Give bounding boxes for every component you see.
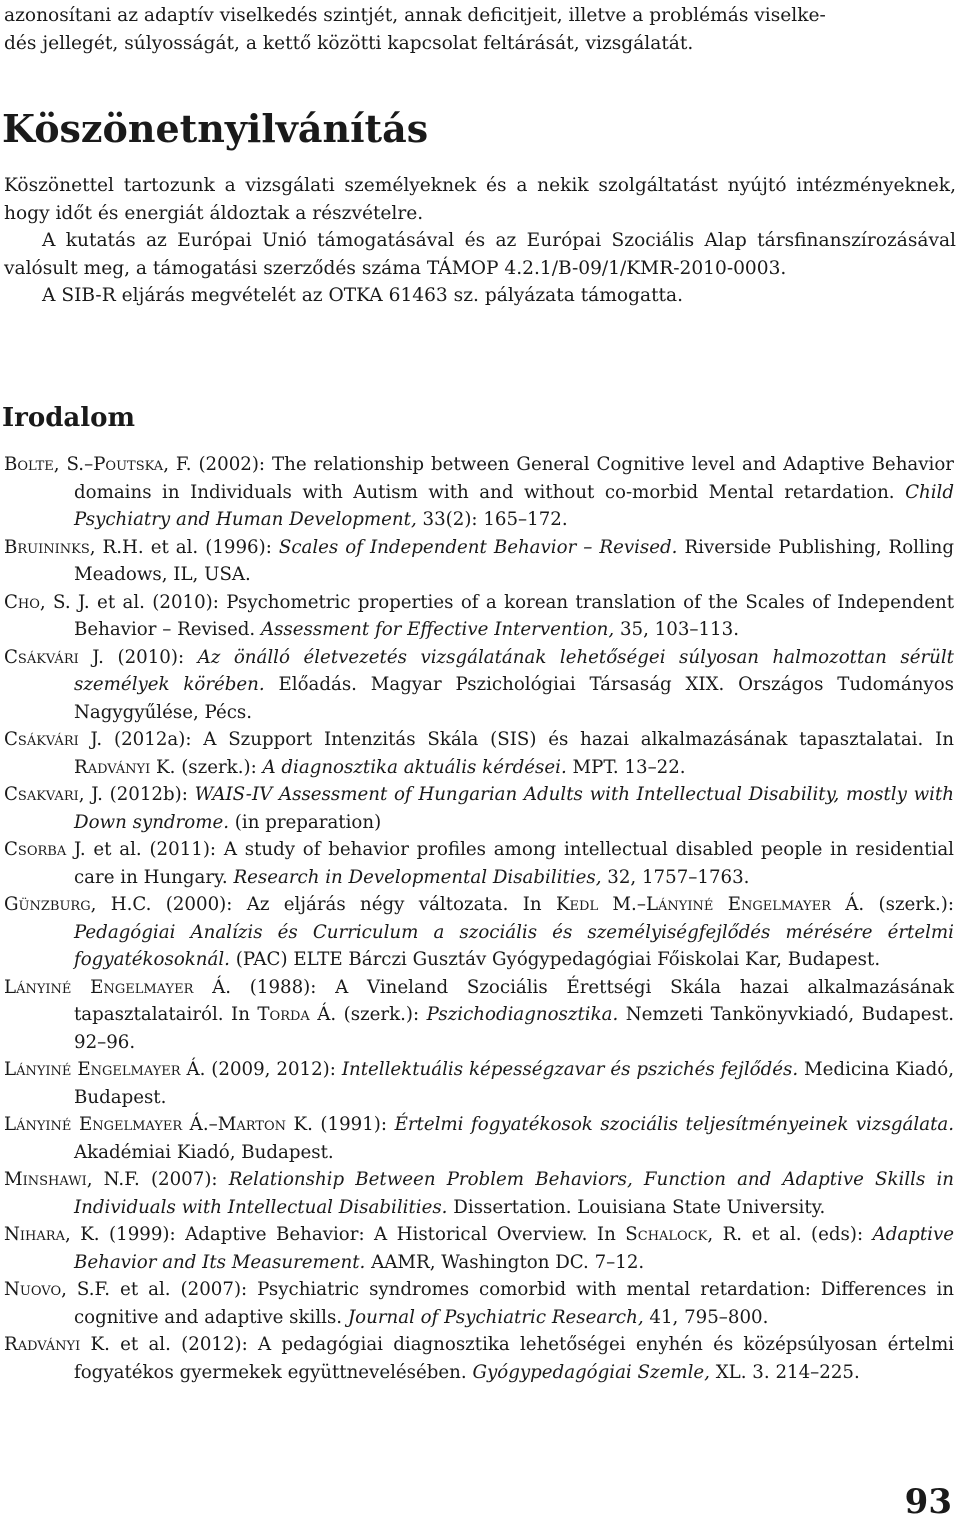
reference-entry	[4, 644, 954, 727]
reference-text: 32, 1757–1763.	[601, 866, 750, 888]
reference-author: Poutska, F.	[93, 454, 192, 475]
reference-entry	[4, 836, 954, 891]
reference-author: Minshawi, N.F.	[4, 1169, 140, 1190]
reference-author: Lányiné Engelmayer Á.	[645, 894, 865, 915]
reference-author: Marton K.	[217, 1114, 313, 1135]
reference-title: Pedagógiai Analízis és Curriculum a szociális és személyiségfejlődés mérésére értelmi fogyatékosoknál.	[74, 921, 954, 970]
acknowledgements-heading: Köszönetnyilvánítás	[2, 106, 429, 151]
reference-author: Cho, S. J.	[4, 591, 90, 613]
reference-text: et al. (1996):	[143, 536, 279, 558]
reference-title: Scales of Independent Behavior – Revised.	[278, 536, 678, 558]
reference-author: Bruininks, R.H.	[4, 536, 144, 558]
intro-line: dés jellegét, súlyosságát, a kettő közötti kapcsolat feltárását, vizsgálatát.	[4, 32, 694, 54]
reference-text: Medicina Kiadó, Budapest.	[74, 1059, 954, 1108]
ack-paragraph-2: A kutatás az Európai Unió támogatásával és az Európai Szociális Alap társfinanszírozásával valósult meg, a támogatási szerződés száma TÁMOP 4.2.1/B-09/1/KMR-2010-0003.	[4, 230, 956, 279]
reference-entry	[4, 781, 954, 836]
reference-text: et al. (2007): Psychiatric syndromes comorbid with mental retardation: Differences in cognitive and adaptive skills.	[74, 1279, 954, 1328]
reference-text: (2012a): A Szupport Intenzitás Skála (SIS) és hazai alkalmazásának tapasztalatai. In	[102, 729, 954, 750]
reference-text: et al. (2011): A study of behavior profiles among intellectual disabled people in residential care in Hungary.	[74, 839, 954, 888]
reference-title: Pszichodiagnosztika.	[426, 1004, 619, 1025]
reference-text: (1988): A Vineland Szociális Érettségi Skála hazai alkalmazásának tapasztalatairól. In	[74, 976, 954, 1025]
reference-entry	[4, 451, 954, 534]
reference-text: (szerk.):	[864, 894, 955, 915]
reference-text: (2010):	[103, 646, 198, 668]
reference-title: Research in Developmental Disabilities,	[233, 866, 602, 888]
reference-text: et al. (eds):	[742, 1224, 873, 1245]
reference-title: Child Psychiatry and Human Development,	[74, 481, 954, 530]
reference-title: Az önálló életvezetés vizsgálatának lehetőségei súlyosan halmozottan sérült személyek körében.	[74, 646, 954, 695]
references-heading: Irodalom	[2, 403, 135, 433]
reference-text: (2012b):	[102, 784, 195, 805]
reference-text: Nemzeti Tankönyvkiadó, Budapest. 92–96.	[74, 1004, 954, 1053]
reference-text: 35, 103–113.	[614, 619, 739, 640]
reference-text: Riverside Publishing, Rolling Meadows, IL, USA.	[74, 536, 954, 585]
reference-author: Radványi K.	[4, 1334, 110, 1355]
reference-author: Lányiné Engelmayer Á.	[4, 1114, 209, 1135]
acknowledgements-body	[4, 172, 956, 310]
reference-author: Nihara, K.	[4, 1224, 100, 1245]
reference-entry	[4, 1166, 954, 1221]
page-number: 93	[904, 1482, 952, 1522]
reference-title: Intellektuális képességzavar és pszichés fejlődés.	[341, 1059, 799, 1080]
reference-author: Lányiné Engelmayer Á.	[4, 976, 232, 998]
ack-paragraph-3: A SIB-R eljárás megvételét az OTKA 61463 sz. pályázata támogatta.	[42, 285, 684, 307]
reference-entry	[4, 1331, 954, 1386]
reference-entry	[4, 1056, 954, 1111]
reference-text: (szerk.):	[175, 756, 263, 778]
reference-text: –	[208, 1114, 218, 1135]
reference-author: Nuovo, S.F.	[4, 1279, 111, 1300]
reference-entry	[4, 974, 954, 1057]
reference-title: Assessment for Effective Intervention,	[260, 619, 615, 640]
reference-text: 33(2): 165–172.	[416, 509, 568, 530]
reference-text: –	[84, 454, 94, 475]
reference-text: Akadémiai Kiadó, Budapest.	[74, 1141, 334, 1163]
reference-author: Kedl M.	[555, 894, 637, 915]
reference-text: 41, 795–800.	[643, 1306, 769, 1328]
reference-text: et al. (2010): Psychometric properties of a korean translation of the Scales of Independent Behavior – Revised.	[74, 591, 955, 640]
reference-text: (in preparation)	[229, 811, 382, 833]
reference-author: Bolte, S.	[4, 454, 85, 475]
reference-title: Relationship Between Problem Behaviors, Function and Adaptive Skills in Individuals with Intellectual Disabilities.	[74, 1169, 954, 1218]
reference-text: MPT. 13–22.	[566, 756, 686, 778]
reference-author: Radványi K.	[74, 756, 176, 778]
reference-author: Lányiné Engelmayer Á.	[4, 1059, 206, 1080]
reference-entry	[4, 589, 954, 644]
reference-entry	[4, 891, 954, 974]
reference-text: Dissertation. Louisiana State University.	[447, 1196, 826, 1218]
reference-text: (1999): Adaptive Behavior: A Historical Overview. In	[99, 1224, 626, 1245]
reference-text: (2009, 2012):	[205, 1059, 342, 1080]
reference-text: (2000): Az eljárás négy változata. In	[151, 894, 556, 915]
intro-line: azonosítani az adaptív viselkedés szintjét, annak deficitjeit, illetve a problémás viselke-	[4, 5, 826, 26]
reference-list	[4, 451, 954, 1386]
reference-text: XL. 3. 214–225.	[709, 1361, 860, 1383]
reference-text: (szerk.):	[336, 1004, 427, 1025]
reference-author: Schalock, R.	[625, 1224, 743, 1245]
reference-entry	[4, 1276, 954, 1331]
ack-paragraph-1: Köszönettel tartozunk a vizsgálati személyeknek és a nekik szolgáltatást nyújtó intézményeknek, hogy időt és energiát áldoztak a részvételre.	[4, 175, 956, 224]
reference-author: Csorba J.	[4, 839, 86, 860]
reference-entry	[4, 726, 954, 781]
reference-text: et al. (2012): A pedagógiai diagnosztika lehetőségei enyhén és középsúlyosan értelmi fogyatékos gyermekek együttnevelésében.	[74, 1334, 955, 1383]
reference-text: –	[636, 894, 646, 915]
reference-text: (1991):	[312, 1114, 395, 1135]
reference-text: (PAC) ELTE Bárczi Gusztáv Gyógypedagógiai Főiskolai Kar, Budapest.	[229, 949, 881, 970]
reference-author: Torda Á.	[257, 1004, 337, 1025]
reference-text: Előadás. Magyar Pszichológiai Társaság XIX. Országos Tudományos Nagygyűlése, Pécs.	[74, 674, 954, 723]
reference-text: (2002): The relationship between General Cognitive level and Adaptive Behavior domains in Individuals with Autism with and without co-morbid Mental retardation.	[74, 454, 954, 503]
reference-author: Csakvari, J.	[4, 784, 103, 805]
reference-entry	[4, 1221, 954, 1276]
reference-text: (2007):	[139, 1169, 229, 1190]
reference-text: AAMR, Washington DC. 7–12.	[365, 1251, 645, 1273]
reference-title: Journal of Psychiatric Research,	[347, 1306, 644, 1328]
reference-title: Adaptive Behavior and Its Measurement.	[74, 1224, 954, 1273]
reference-title: Gyógypedagógiai Szemle,	[472, 1361, 710, 1383]
reference-title: Értelmi fogyatékosok szociális teljesítményeinek vizsgálata.	[394, 1114, 954, 1135]
reference-entry	[4, 534, 954, 589]
reference-title: WAIS-IV Assessment of Hungarian Adults with Intellectual Disability, mostly with Down syndrome.	[74, 784, 955, 833]
reference-author: Günzburg, H.C.	[4, 894, 152, 915]
intro-paragraph	[4, 2, 956, 57]
reference-author: Csákvári J.	[4, 729, 103, 750]
reference-title: A diagnosztika aktuális kérdései.	[262, 756, 567, 778]
reference-author: Csákvári J.	[4, 646, 104, 668]
reference-entry	[4, 1111, 954, 1166]
